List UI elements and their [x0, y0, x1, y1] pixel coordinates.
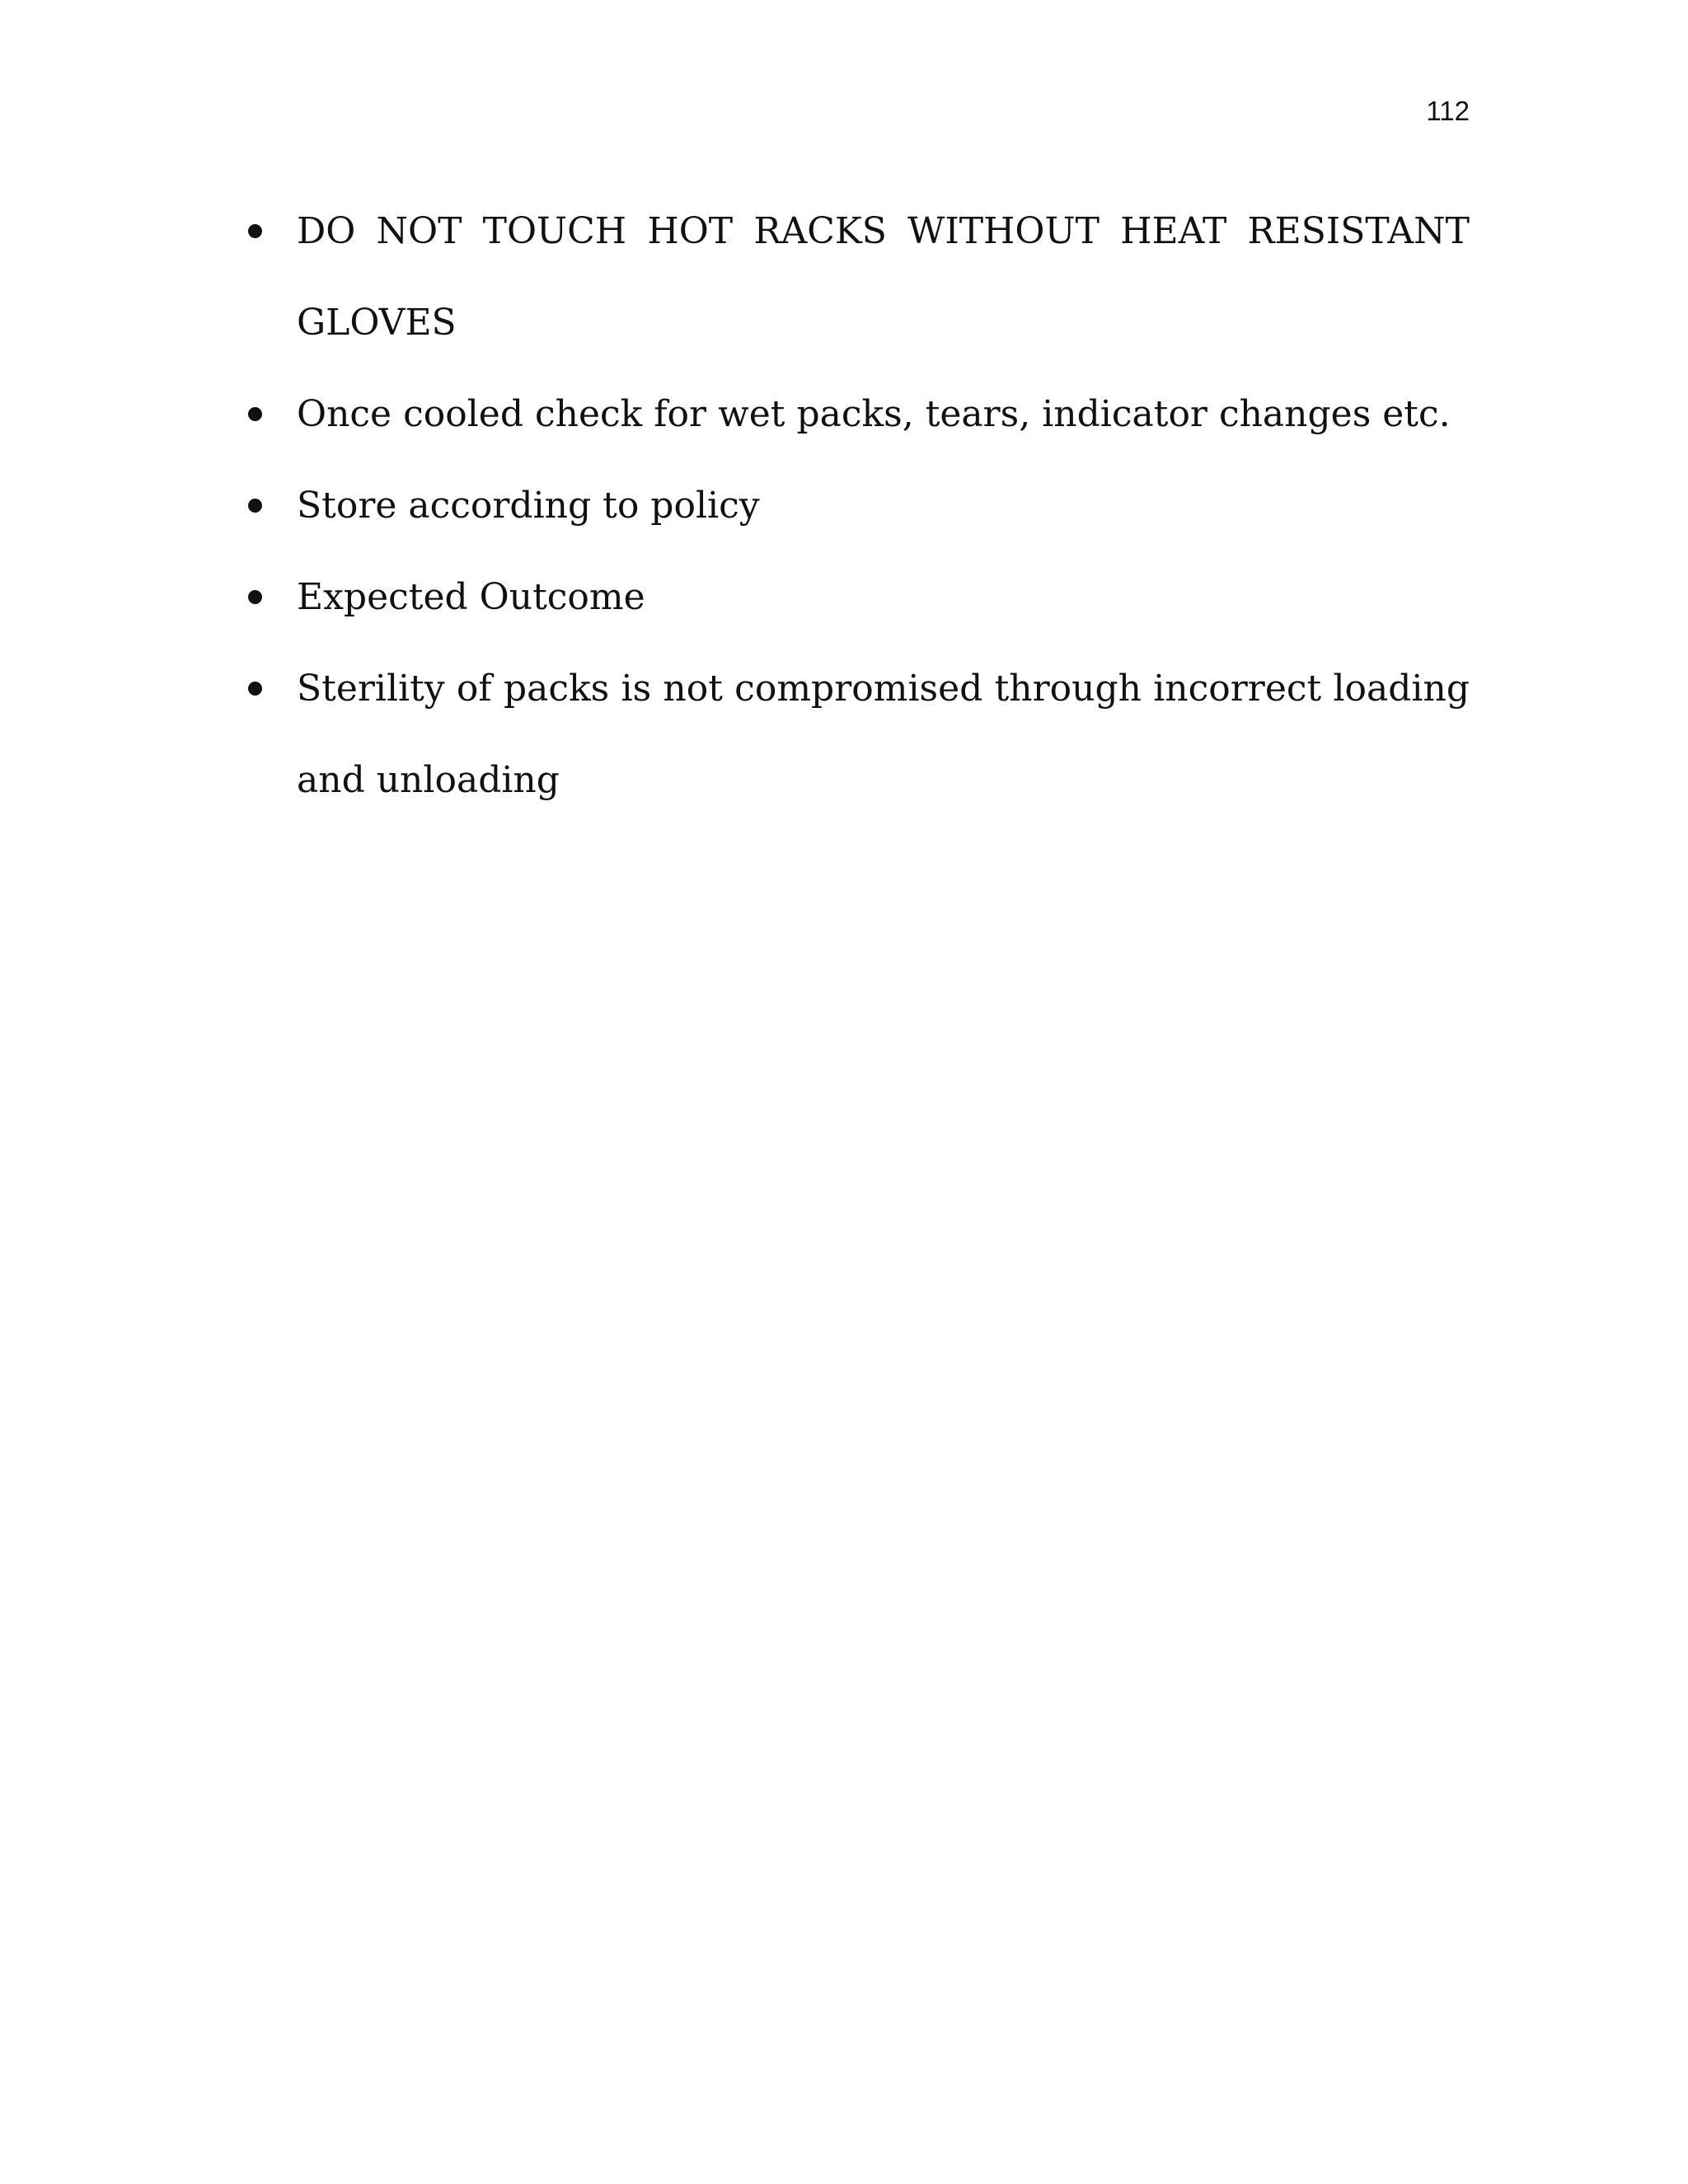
list-item	[245, 460, 1470, 551]
list-item-text: Once cooled check for wet packs, tears, indicator changes etc.	[297, 393, 1451, 435]
bullet-dot-icon	[248, 499, 262, 513]
bullet-dot-icon	[248, 590, 262, 604]
list-item-text: Sterility of packs is not compromised through incorrect loading and unloading	[297, 668, 1470, 801]
list-item	[245, 551, 1470, 643]
page-number: 112	[1426, 96, 1470, 126]
bullet-dot-icon	[248, 682, 262, 696]
bullet-dot-icon	[248, 407, 262, 421]
bullet-list	[245, 185, 1470, 826]
list-item-text: Store according to policy	[297, 485, 760, 527]
bullet-dot-icon	[248, 224, 262, 238]
list-item	[245, 643, 1470, 826]
list-item-text: DO NOT TOUCH HOT RACKS WITHOUT HEAT RESISTANT GLOVES	[297, 210, 1470, 344]
list-item	[245, 368, 1470, 460]
list-item-text: Expected Outcome	[297, 576, 645, 618]
list-item	[245, 185, 1470, 368]
